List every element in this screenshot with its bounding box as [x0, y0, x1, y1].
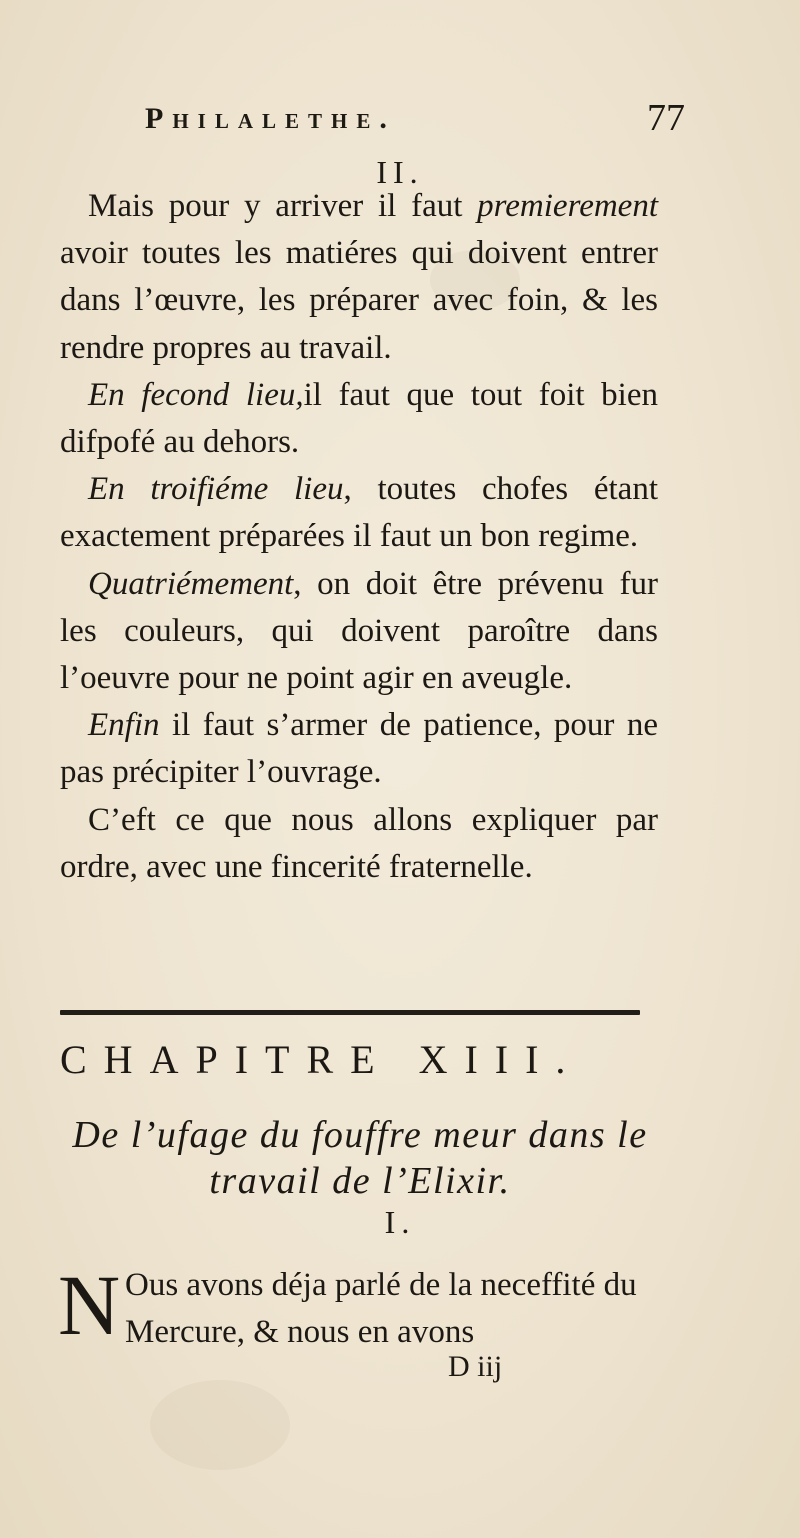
chapter-divider-rule — [60, 1010, 640, 1015]
paragraph-6: C’eft ce que nous allons expliquer par ordre, avec une fincerité fraternelle. — [60, 801, 658, 885]
paragraph-1-italic: premierement — [477, 188, 658, 224]
paragraph-3 — [60, 466, 658, 560]
paragraph-3-text: , toutes chofes étant exactement préparées il faut un bon regime. — [60, 471, 658, 555]
section-i-text — [125, 1262, 660, 1356]
section-i-paragraph: Ous avons déja parlé de la neceffité du Mercure, & nous en avons — [125, 1267, 637, 1350]
paragraph-1-text-a: Mais pour y arriver il faut — [88, 188, 478, 224]
paragraph-4 — [60, 561, 658, 703]
section-number-ii: II. — [376, 154, 424, 190]
paragraph-2-text: il faut que tout foit bien difpofé au dehors. — [60, 376, 658, 461]
paragraph-3-italic: En troifiéme lieu — [88, 471, 344, 508]
running-title: Philalethe. — [145, 102, 396, 135]
paragraph-4-italic: Quatriémement — [88, 565, 294, 602]
paragraph-4-text: , on doit être prévenu fur les couleurs, qui doivent paroître dans l’oeuvre pour ne point agir en aveugle. — [60, 565, 658, 697]
chapter-title: CHAPITRE XIII. — [60, 1037, 583, 1082]
paragraph-1-text-c: avoir toutes les matiéres qui doivent entrer dans l’œuvre, les préparer avec foin, & les rendre propres au travail. — [60, 235, 658, 366]
paragraph-2-italic: En fecond lieu, — [88, 376, 304, 413]
chapter-subtitle-line-2: travail de l’Elixir. — [209, 1160, 511, 1202]
drop-cap: N — [58, 1257, 121, 1353]
paragraph-5 — [60, 702, 658, 796]
running-head — [145, 96, 685, 144]
paragraph-1 — [60, 183, 658, 372]
section-ii-text — [60, 183, 658, 891]
paragraph-5-italic: Enfin — [88, 707, 160, 744]
section-number-i: I. — [384, 1204, 416, 1240]
signature-mark: D iij — [448, 1350, 503, 1383]
chapter-subtitle — [0, 1112, 720, 1204]
paragraph-2 — [60, 372, 658, 466]
page-number: 77 — [647, 97, 685, 139]
paragraph-5-text: il faut s’armer de patience, pour ne pas précipiter l’ouvrage. — [60, 707, 658, 791]
chapter-subtitle-line-1: De l’ufage du fouffre meur dans le — [72, 1114, 648, 1156]
paper-stain — [150, 1380, 290, 1470]
